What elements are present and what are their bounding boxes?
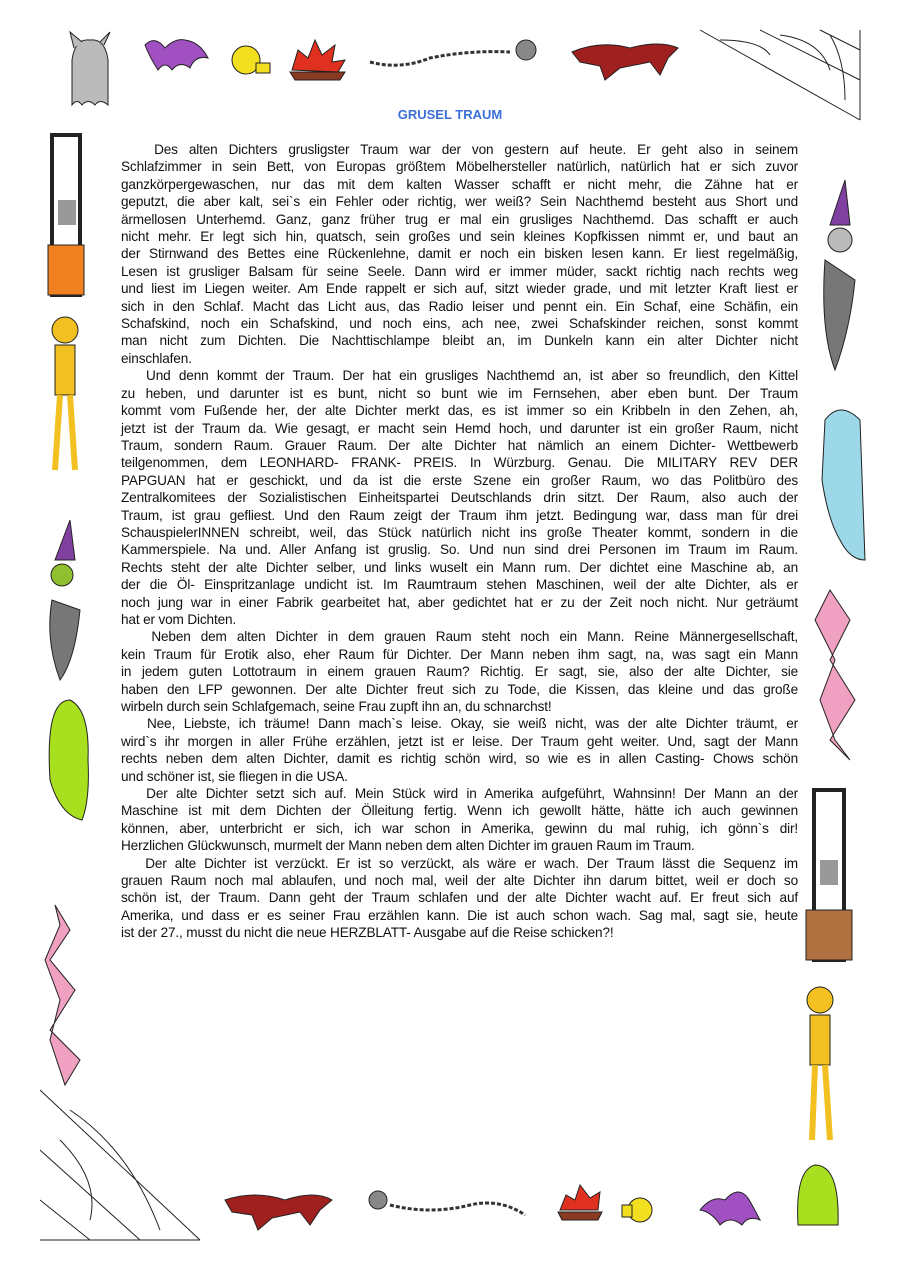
- text-line: Nee, Liebste, ich träume! Dann mach`s leise. Okay, sie weiß nicht, was der alte Dichter träumt, er: [121, 716, 798, 732]
- spiderweb-icon: [40, 1090, 200, 1240]
- fire-icon: [558, 1185, 602, 1220]
- ghost-icon: [49, 700, 88, 820]
- text-line: Zentralkomitees der Sozialistischen Einheitspartei Deutschlands drin sitzt. Der Raum, also auch der: [121, 490, 798, 506]
- text-line: PAPGUAN hat er geschickt, und da ist die erste Szene ein großer Raum, wo das Politbüro des: [121, 472, 798, 488]
- text-line: in jedem guten Lottotraum in einem grauen Raum? Richtig. Er sagt, sie, also der alte Dichter, sie: [121, 664, 798, 680]
- guillotine-icon: [806, 790, 852, 960]
- text-line: sich in den Schlaf. Macht das Licht aus, das Radio leiser und pennt ein. Ein Schaf, eine Schäfin, ein: [121, 298, 798, 314]
- witch-hat-icon: [50, 520, 80, 680]
- text-line: zu heben, und darunter ist es bunt, nicht so bunt wie im Fernsehen, aber eben bunt. Der Traum: [121, 385, 798, 401]
- text-line: kommt vom Fußende her, der alte Dichter merkt das, es ist immer so ein Kribbeln in den Zehen, ah,: [121, 403, 798, 419]
- text-line: nicht mehr. Er legt sich hin, quatsch, sein großes und sein kleines Kopfkissen nimmt er, und baut an: [121, 229, 798, 245]
- text-line: geputzt, die aber kalt, sei`s ein Fehler oder richtig, wer weiß? Sein Nachthemd besteht aus Short und: [121, 194, 798, 210]
- text-line: kein Traum für Erotik also, eher Raum für Dichter. Der Mann neben ihm sagt, na, was sagt ein Mann: [121, 646, 798, 662]
- text-line: und schöner ist, sie fliegen in die USA.: [121, 768, 348, 784]
- text-line: können, aber, unterbricht er sich, ich war schon in Amerika, gewinn du mal ruhig, ich gönn`s dir!: [121, 820, 798, 836]
- text-line: Amerika, und dass er es seiner Frau erzählen kann. Die ist auch schon wach. Sag mal, sagt sie, heute: [121, 907, 798, 923]
- text-line: Traum, sondern Raum. Grauer Raum. Der alte Dichter hat nämlich an einem Dichter- Wettbewerb: [121, 437, 798, 453]
- ghost-icon: [70, 32, 110, 105]
- text-line: grauen Raum noch mal ablaufen, und noch mal, weil der alte Dichter ihn darum bittet, weil er doch so: [121, 873, 798, 889]
- text-line: noch jung war in einer Fabrik gearbeitet hat, aber gedichtet hat er zu der Zeit noch nicht. Nur geträumt: [121, 594, 798, 610]
- fire-icon: [290, 40, 345, 80]
- text-line: rechts neben dem alten Dichter, damit es richtig schön wird, so wie es in allen Casting- Chows schön: [121, 751, 798, 767]
- text-line: der die Öl- Einspritzanlage undicht ist. Im Raumtraum stehen Maschinen, weil der alte Dichter, als er: [121, 577, 798, 593]
- text-line: ärmellosen Unterhemd. Ganz, ganz früher trug er mal ein grusliges Nachthemd. Das schafft er auch: [121, 211, 798, 227]
- text-line: und liest im Liegen weiter. Am Ende rappelt er sich auf, sitzt wieder grade, und mit letzter Kraft liest er: [121, 281, 798, 297]
- lightbulb-icon: [622, 1198, 652, 1222]
- text-line: ist der 27., musst du nicht die neue HERZBLATT- Ausgabe auf die Reise schicken?!: [121, 925, 614, 941]
- text-line: Rechts steht der alte Dichter selber, und links wuselt ein Mann rum. Der dichtet eine Maschine ab, an: [121, 559, 798, 575]
- text-line: schön ist, der Traum. Dann geht der Traum schlafen und der alte Dichter wacht auf. Er freut sich auf: [121, 890, 798, 906]
- paragraph: [121, 141, 798, 367]
- text-line: einschlafen.: [121, 350, 192, 366]
- text-line: jetzt ist der Traum da. Wie gesagt, er macht sein Hemd hoch, und darunter ist ein großer Raum, nicht: [121, 420, 798, 436]
- text-line: ganzkörpergewaschen, nur das mit dem kalten Wasser schafft er nicht mehr, die Zähne hat er: [121, 176, 798, 192]
- text-line: haben den LFP gewonnen. Der alte Dichter freut sich zu Tode, die Kissen, das kleine und das große: [121, 681, 798, 697]
- ball-and-chain-icon: [370, 40, 536, 65]
- ghost-icon: [798, 1165, 839, 1225]
- guillotine-icon: [48, 135, 84, 295]
- paragraph: [121, 367, 798, 628]
- ball-and-chain-icon: [369, 1191, 525, 1215]
- witch-hat-icon: [824, 180, 855, 370]
- paragraph: [121, 715, 798, 785]
- ghost-icon: [822, 410, 865, 560]
- text-line: Des alten Dichters grusligster Traum war der von gestern auf heute. Er geht also in seinem: [121, 142, 798, 157]
- skeleton-icon: [52, 317, 78, 470]
- text-line: Und denn kommt der Traum. Der hat ein grusliges Nachthemd an, ist aber so freundlich, den Kittel: [121, 368, 798, 384]
- text-line: der Stirnwand des Bettes eine Rückenlehne, damit er noch ein bisken lesen kann. Er liest regelmäßig,: [121, 246, 798, 262]
- paragraph: [121, 628, 798, 715]
- paragraph: [121, 785, 798, 855]
- lightbulb-icon: [232, 46, 270, 74]
- skeleton-icon: [807, 987, 833, 1140]
- text-line: man nicht zum Dichten. Die Nachttischlampe bleibt an, im Dunkeln kann ein alter Dichter nicht: [121, 333, 798, 349]
- text-line: SchauspielerINNEN schreibt, weil, das Stück natürlich nicht ins große Theater kommt, sondern in die: [121, 524, 798, 540]
- text-line: wirbeln durch sein Schlafgemach, seine Frau zupft ihn an, du schnarchst!: [121, 699, 552, 714]
- text-line: Der alte Dichter setzt sich auf. Mein Stück wird in Amerika aufgeführt, Wahnsinn! Der Mann an der: [121, 786, 798, 802]
- lightning-icon: [45, 905, 80, 1085]
- text-line: Neben dem alten Dichter in dem grauen Raum steht noch ein Mann. Reine Männergesellschaft,: [121, 629, 798, 645]
- wolf-icon: [572, 44, 678, 80]
- lightning-icon: [815, 590, 855, 760]
- paragraph: [121, 855, 798, 942]
- text-line: Kammerspiele. Na und. Aller Anfang ist gruslig. So. Und nun sind drei Personen im Traum im Raum.: [121, 542, 798, 558]
- text-line: Schlafzimmer in sein Bett, von Europas größtem Möbelhersteller natürlich, natürlich hat er sich zuvor: [121, 159, 798, 175]
- text-line: Traum, ist grau gefliest. Und den Raum zeigt der Traum ihm jetzt. Bedingung war, dass man für drei: [121, 507, 798, 523]
- wolf-icon: [225, 1195, 332, 1230]
- page-title: GRUSEL TRAUM: [397, 107, 503, 122]
- text-line: Herzlichen Glückwunsch, murmelt der Mann neben dem alten Dichter im grauen Raum im Traum.: [121, 838, 695, 854]
- text-line: teilgenommen, dem LEONHARD- FRANK- PREIS. In Würzburg. Genau. Die MILITARY REV DER: [121, 455, 798, 471]
- text-line: Schafskind, noch ein Schafskind, und noch eins, ach nee, zwei Schafskinder reichen, sonst kommt: [121, 316, 798, 332]
- text-line: Lesen ist grusliger Balsam für seine Seele. Dann wird er immer müder, sackt richtig nach rechts weg: [121, 263, 798, 279]
- bat-icon: [145, 40, 208, 70]
- text-line: wird`s ihr morgen in aller Frühe erzählen, jetzt ist er leise. Der Traum geht weiter. Und, sagt der Mann: [121, 733, 798, 749]
- text-line: hat er vom Dichten.: [121, 611, 237, 627]
- bat-icon: [700, 1192, 760, 1225]
- text-line: Der alte Dichter ist verzückt. Er ist so verzückt, als wäre er wach. Der Traum lässt die Sequenz im: [121, 855, 798, 871]
- text-line: Maschine ist mit dem Dichten der Ölleitung fertig. Wenn ich gewollt hätte, hätte ich auch gewinnen: [121, 803, 798, 819]
- story-body: [121, 141, 798, 942]
